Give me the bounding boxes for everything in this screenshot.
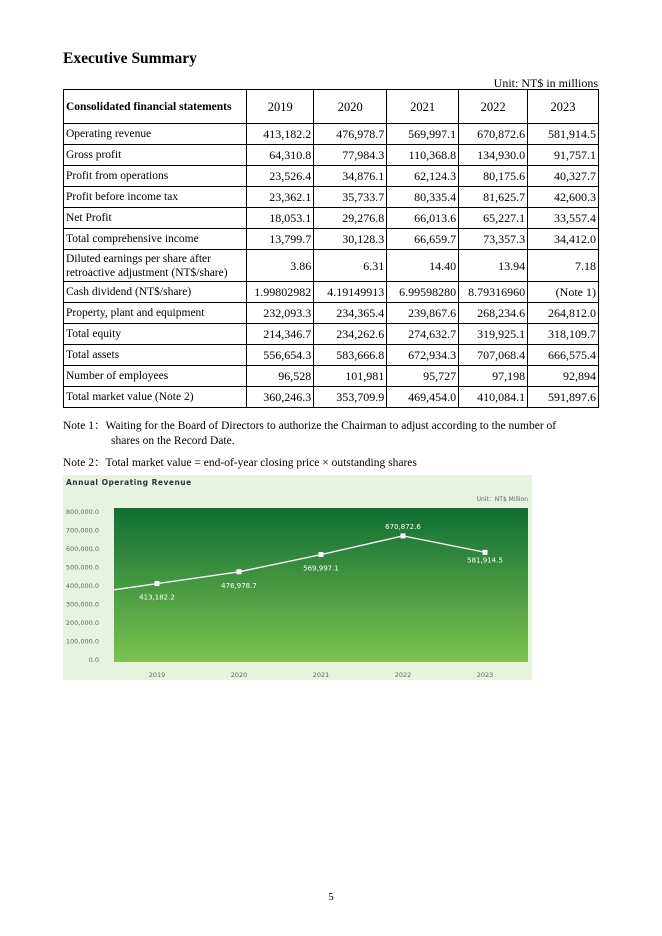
table-row [64, 345, 599, 366]
cell-value: 4.19149913 [314, 282, 387, 303]
row-label: Profit from operations [64, 166, 247, 187]
cell-value: 569,997.1 [387, 124, 459, 145]
cell-value: 42,600.3 [528, 187, 599, 208]
x-tick-label: 2020 [230, 671, 248, 679]
cell-value: 581,914.5 [528, 124, 599, 145]
unit-label: Unit: NT$ in millions [493, 76, 598, 90]
note-1 [63, 419, 600, 449]
x-tick-label: 2023 [476, 671, 494, 679]
cell-value: 110,368.8 [387, 145, 459, 166]
cell-value: 360,246.3 [247, 387, 314, 408]
table-row [64, 366, 599, 387]
row-label: Number of employees [64, 366, 247, 387]
cell-value: 80,335.4 [387, 187, 459, 208]
cell-value: 66,659.7 [387, 229, 459, 250]
row-label: Total comprehensive income [64, 229, 247, 250]
x-axis [149, 671, 494, 679]
cell-value: 92,894 [528, 366, 599, 387]
chart-unit-label: Unit：NT$ Million [476, 496, 528, 503]
row-label: Gross profit [64, 145, 247, 166]
cell-value: 239,867.6 [387, 303, 459, 324]
row-label: Operating revenue [64, 124, 247, 145]
row-label: Cash dividend (NT$/share) [64, 282, 247, 303]
page-number: 5 [328, 891, 334, 903]
cell-value: 8.79316960 [459, 282, 528, 303]
table-row [64, 166, 599, 187]
table-row [64, 229, 599, 250]
cell-value: 707,068.4 [459, 345, 528, 366]
y-tick-label: 0.0 [88, 656, 99, 664]
cell-value: 319,925.1 [459, 324, 528, 345]
year-header: 2019 [247, 90, 314, 124]
data-label: 413,182.2 [139, 593, 175, 602]
cell-value: 14.40 [387, 250, 459, 282]
y-axis [66, 508, 99, 664]
cell-value: 77,984.3 [314, 145, 387, 166]
cell-value: 353,709.9 [314, 387, 387, 408]
row-label: Profit before income tax [64, 187, 247, 208]
cell-value: 318,109.7 [528, 324, 599, 345]
note-2: Note 2：Total market value = end-of-year closing price × outstanding shares [63, 457, 417, 469]
row-label: Net Profit [64, 208, 247, 229]
cell-value: 30,128.3 [314, 229, 387, 250]
cell-value: 73,357.3 [459, 229, 528, 250]
cell-value: 34,412.0 [528, 229, 599, 250]
cell-value: 3.86 [247, 250, 314, 282]
x-tick-label: 2022 [394, 671, 412, 679]
cell-value: 413,182.2 [247, 124, 314, 145]
cell-value: 81,625.7 [459, 187, 528, 208]
y-tick-label: 300,000.0 [65, 600, 99, 609]
cell-value: 35,733.7 [314, 187, 387, 208]
table-row [64, 282, 599, 303]
table-header-label: Consolidated financial statements [64, 90, 247, 124]
row-label: Property, plant and equipment [64, 303, 247, 324]
cell-value: 591,897.6 [528, 387, 599, 408]
cell-value: 7.18 [528, 250, 599, 282]
year-header: 2021 [387, 90, 459, 124]
row-label: Total market value (Note 2) [64, 387, 247, 408]
row-label: Total assets [64, 345, 247, 366]
cell-value: 234,262.6 [314, 324, 387, 345]
cell-value: 556,654.3 [247, 345, 314, 366]
page-title: Executive Summary [63, 50, 197, 67]
table-row [64, 145, 599, 166]
year-header: 2020 [314, 90, 387, 124]
cell-value: 134,930.0 [459, 145, 528, 166]
cell-value: 476,978.7 [314, 124, 387, 145]
table-row [64, 250, 599, 282]
year-header: 2022 [459, 90, 528, 124]
table-row [64, 387, 599, 408]
data-point [483, 550, 488, 555]
cell-value: 33,557.4 [528, 208, 599, 229]
plot-area [114, 508, 528, 662]
cell-value: 6.31 [314, 250, 387, 282]
table-row [64, 208, 599, 229]
cell-value: 670,872.6 [459, 124, 528, 145]
data-label: 569,997.1 [303, 564, 339, 573]
cell-value: 232,093.3 [247, 303, 314, 324]
cell-value: 62,124.3 [387, 166, 459, 187]
cell-value: 13.94 [459, 250, 528, 282]
cell-value: 64,310.8 [247, 145, 314, 166]
y-tick-label: 400,000.0 [65, 582, 99, 590]
data-label: 476,978.7 [221, 581, 257, 590]
note-1-text-continued: shares on the Record Date. [111, 435, 235, 447]
cell-value: 97,198 [459, 366, 528, 387]
y-tick-label: 800,000.0 [65, 508, 99, 516]
cell-value: 410,084.1 [459, 387, 528, 408]
cell-value: 583,666.8 [314, 345, 387, 366]
y-tick-label: 700,000.0 [65, 526, 99, 535]
data-point [237, 569, 242, 574]
row-label: Total equity [64, 324, 247, 345]
cell-value: 29,276.8 [314, 208, 387, 229]
cell-value: 6.99598280 [387, 282, 459, 303]
table-row [64, 324, 599, 345]
cell-value: 66,013.6 [387, 208, 459, 229]
cell-value: 23,526.4 [247, 166, 314, 187]
cell-value: 40,327.7 [528, 166, 599, 187]
cell-value: 65,227.1 [459, 208, 528, 229]
table-row [64, 124, 599, 145]
revenue-chart [63, 475, 532, 680]
note-1-prefix: Note 1： [63, 420, 106, 432]
table-header-row [64, 90, 599, 124]
table-row [64, 187, 599, 208]
cell-value: (Note 1) [528, 282, 599, 303]
cell-value: 91,757.1 [528, 145, 599, 166]
table-row [64, 303, 599, 324]
note-1-text: Waiting for the Board of Directors to authorize the Chairman to adjust according to the number of [105, 420, 557, 432]
data-point [401, 533, 406, 538]
cell-value: 1.99802982 [247, 282, 314, 303]
cell-value: 101,981 [314, 366, 387, 387]
y-tick-label: 100,000.0 [65, 637, 99, 646]
data-point [319, 552, 324, 557]
cell-value: 80,175.6 [459, 166, 528, 187]
cell-value: 264,812.0 [528, 303, 599, 324]
chart-title: Annual Operating Revenue [66, 478, 192, 487]
cell-value: 214,346.7 [247, 324, 314, 345]
cell-value: 96,528 [247, 366, 314, 387]
cell-value: 274,632.7 [387, 324, 459, 345]
cell-value: 469,454.0 [387, 387, 459, 408]
cell-value: 234,365.4 [314, 303, 387, 324]
cell-value: 34,876.1 [314, 166, 387, 187]
cell-value: 23,362.1 [247, 187, 314, 208]
cell-value: 18,053.1 [247, 208, 314, 229]
x-tick-label: 2019 [148, 671, 166, 679]
row-label: Diluted earnings per share after retroactive adjustment (NT$/share) [64, 250, 247, 282]
data-label: 581,914.5 [467, 556, 503, 565]
cell-value: 95,727 [387, 366, 459, 387]
data-label: 670,872.6 [385, 522, 421, 531]
y-tick-label: 200,000.0 [65, 619, 99, 627]
financial-table [63, 89, 599, 408]
y-tick-label: 600,000.0 [65, 545, 99, 553]
cell-value: 13,799.7 [247, 229, 314, 250]
y-tick-label: 500,000.0 [65, 563, 99, 572]
cell-value: 666,575.4 [528, 345, 599, 366]
cell-value: 672,934.3 [387, 345, 459, 366]
data-point [155, 581, 160, 586]
year-header: 2023 [528, 90, 599, 124]
x-tick-label: 2021 [312, 671, 330, 679]
cell-value: 268,234.6 [459, 303, 528, 324]
